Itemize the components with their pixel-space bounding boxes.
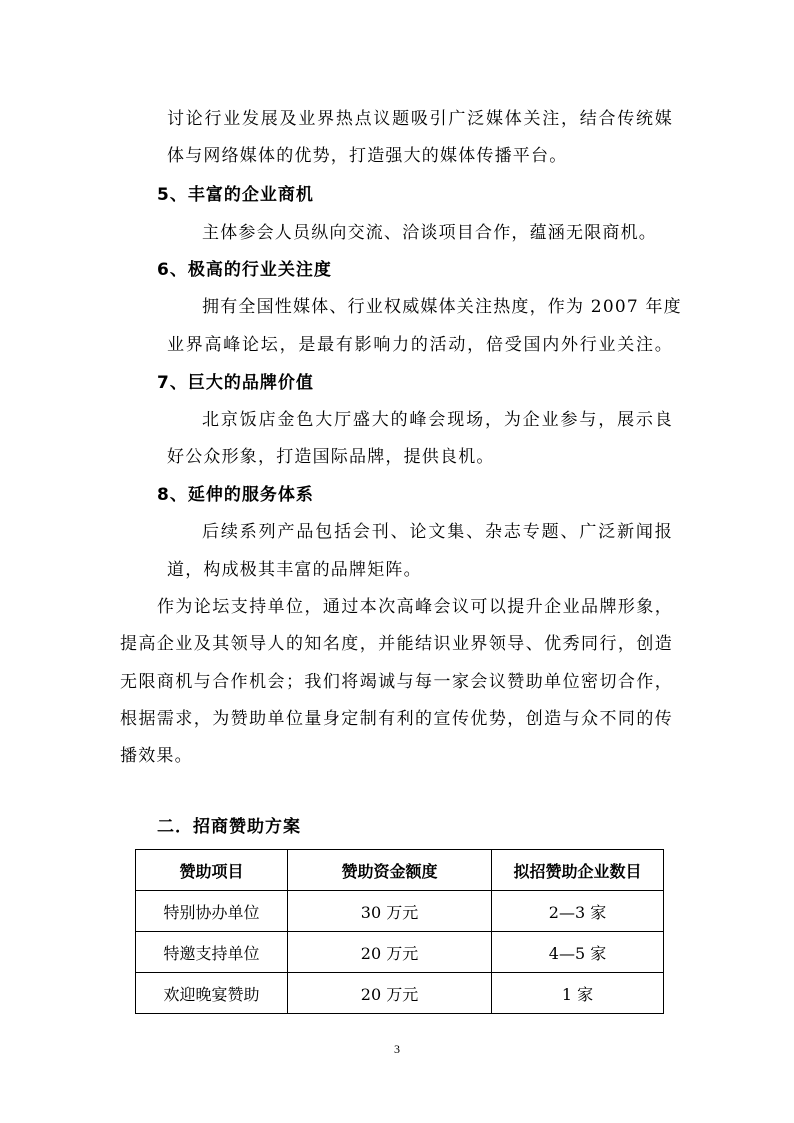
item-6-line-1: 拥有全国性媒体、行业权威媒体关注热度，作为 2007 年度	[202, 297, 682, 317]
table-cell: 特别协办单位	[136, 891, 288, 932]
item-7-heading: 7、巨大的品牌价值	[157, 373, 314, 393]
summary-line-1: 作为论坛支持单位，通过本次高峰会议可以提升企业品牌形象，	[157, 597, 673, 617]
table-header-cell: 赞助资金额度	[288, 850, 492, 891]
table-row	[136, 932, 664, 973]
page-number: 3	[394, 1042, 400, 1056]
table-header-row	[136, 850, 664, 891]
item-8-line-2: 道，构成极其丰富的品牌矩阵。	[167, 560, 422, 580]
table-cell: 4—5 家	[492, 932, 664, 973]
table-cell: 20 万元	[288, 932, 492, 973]
intro-line-2: 体与网络媒体的优势，打造强大的媒体传播平台。	[167, 146, 568, 166]
item-6-line-2: 业界高峰论坛，是最有影响力的活动，倍受国内外行业关注。	[167, 335, 673, 355]
summary-line-2: 提高企业及其领导人的知名度，并能结识业界领导、优秀同行，创造	[120, 634, 673, 654]
item-8-line-1: 后续系列产品包括会刊、论文集、杂志专题、广泛新闻报	[202, 522, 673, 542]
table-row	[136, 973, 664, 1014]
item-7-line-1: 北京饭店金色大厅盛大的峰会现场，为企业参与，展示良	[202, 410, 673, 430]
table-header-cell: 拟招赞助企业数目	[492, 850, 664, 891]
item-6-heading: 6、极高的行业关注度	[157, 260, 332, 280]
summary-line-5: 播效果。	[120, 746, 193, 766]
section-2-title: 二．招商赞助方案	[157, 817, 301, 837]
table-cell: 30 万元	[288, 891, 492, 932]
summary-line-3: 无限商机与合作机会；我们将竭诚与每一家会议赞助单位密切合作，	[120, 672, 673, 692]
table-cell: 特邀支持单位	[136, 932, 288, 973]
table-cell: 1 家	[492, 973, 664, 1014]
item-7-line-2: 好公众形象，打造国际品牌，提供良机。	[167, 447, 495, 467]
sponsorship-table	[135, 849, 664, 1014]
table-row	[136, 891, 664, 932]
table-cell: 2—3 家	[492, 891, 664, 932]
summary-line-4: 根据需求，为赞助单位量身定制有利的宣传优势，创造与众不同的传	[120, 709, 673, 729]
item-5-line-1: 主体参会人员纵向交流、洽谈项目合作，蕴涵无限商机。	[202, 223, 657, 243]
item-8-heading: 8、延伸的服务体系	[157, 485, 314, 505]
table-cell: 欢迎晚宴赞助	[136, 973, 288, 1014]
table-header-cell: 赞助项目	[136, 850, 288, 891]
item-5-heading: 5、丰富的企业商机	[157, 185, 314, 205]
table-cell: 20 万元	[288, 973, 492, 1014]
intro-line-1: 讨论行业发展及业界热点议题吸引广泛媒体关注，结合传统媒	[167, 109, 673, 129]
